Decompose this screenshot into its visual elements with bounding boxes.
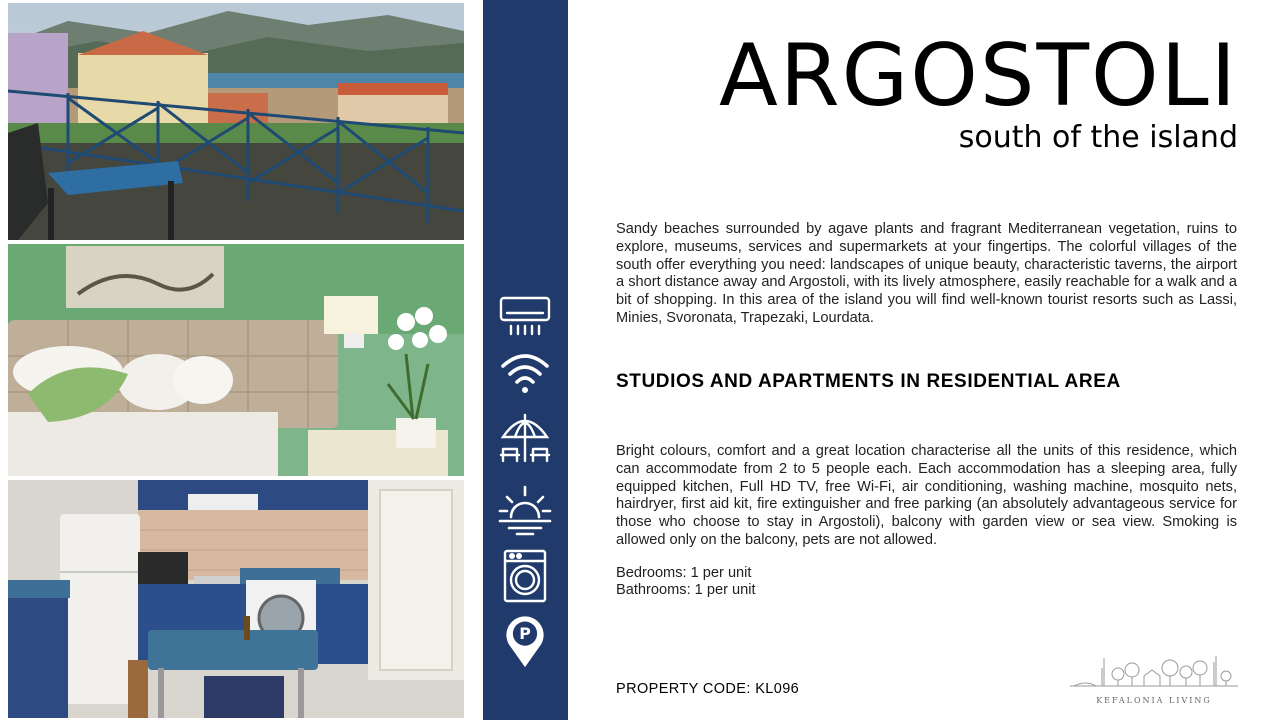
wifi-icon <box>492 346 558 400</box>
bedrooms-info: Bedrooms: 1 per unit <box>616 565 752 581</box>
parking-location-icon <box>492 613 558 671</box>
air-conditioner-icon <box>492 288 558 342</box>
bedroom-photo <box>8 244 464 476</box>
property-code: PROPERTY CODE: KL096 <box>616 681 800 697</box>
page-subtitle: south of the island <box>958 120 1238 155</box>
beach-umbrella-icon <box>492 411 558 465</box>
balcony-view-photo <box>8 3 464 240</box>
page-title: ARGOSTOLI <box>718 26 1238 126</box>
svg-text:P: P <box>519 624 531 644</box>
intro-paragraph: Sandy beaches surrounded by agave plants and fragrant Mediterranean vegetation, ruins to explore, museums, services and supermarkets at your fingertips. The colorful villages of the south offer everything you need: landscapes of unique beauty, characteristic taverns, the airport a short distance away and Argostoli, with its lively atmosphere, easily reachable for a walk and a bit of shopping. In this area of the island you will find well-known tourist resorts such as Lassi, Minies, Svoronata, Trapezaki, Lourdata. <box>616 221 1237 326</box>
section-heading: STUDIOS AND APARTMENTS IN RESIDENTIAL AREA <box>616 371 1121 392</box>
amenities-strip <box>483 0 568 720</box>
units-description: Bright colours, comfort and a great location characterise all the units of this residence, which can accommodate from 2 to 5 people each. Each accommodation has a sleeping area, fully equipped kitchen, Full HD TV, free Wi-Fi, air conditioning, washing machine, mosquito nets, hairdryer, first aid kit, fire extinguisher and free parking (an absolutely advantageous service for those who choose to stay in Argostoli), balcony with garden view or sea view. Smoking is allowed only on the balcony, pets are not allowed. <box>616 443 1237 548</box>
bathrooms-info: Bathrooms: 1 per unit <box>616 582 756 598</box>
sunrise-icon <box>492 483 558 537</box>
logo-text: KEFALONIA LIVING <box>1096 696 1212 705</box>
kefalonia-living-logo <box>1066 650 1242 712</box>
washing-machine-icon <box>492 549 558 603</box>
kitchen-photo <box>8 480 464 718</box>
